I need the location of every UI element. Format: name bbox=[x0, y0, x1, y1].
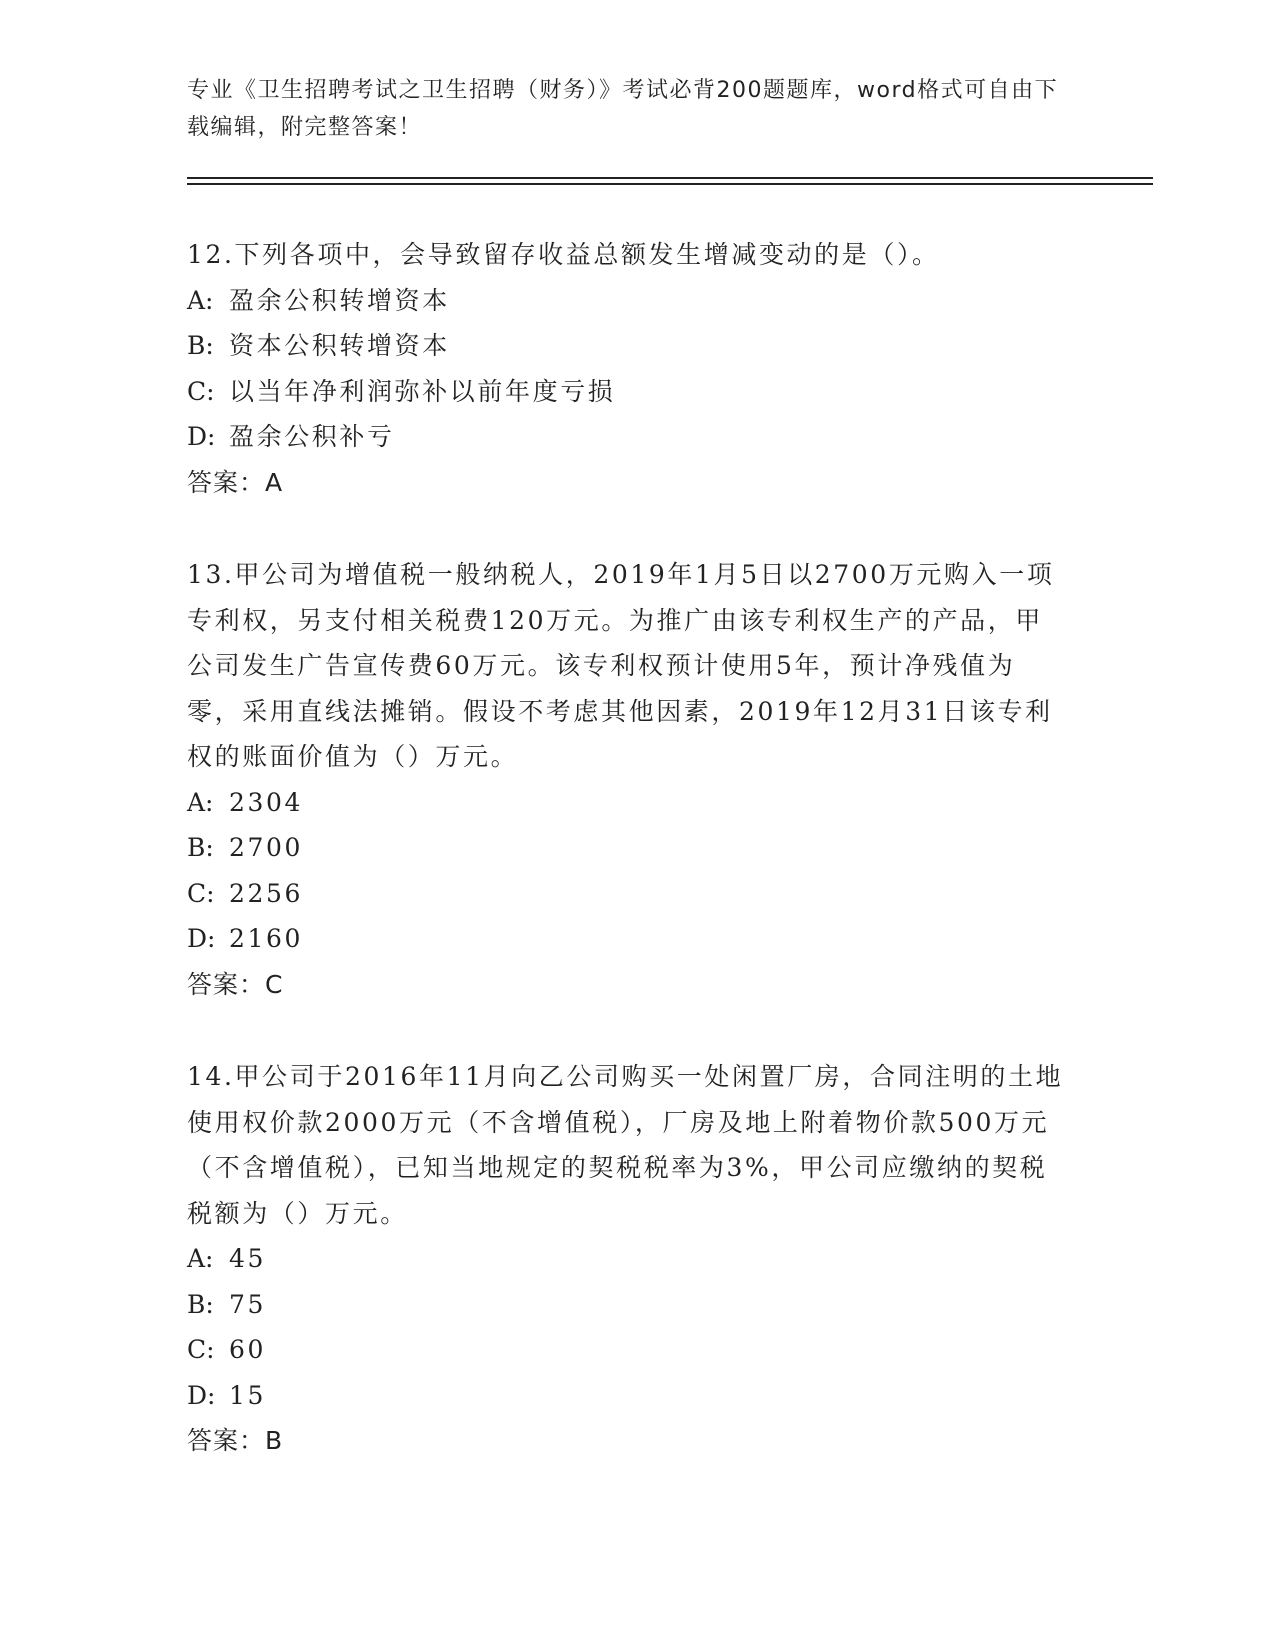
option-b bbox=[187, 323, 1067, 369]
option-key: A: bbox=[187, 787, 214, 817]
question-13 bbox=[187, 552, 1067, 1007]
answer-line: 答案：C bbox=[187, 969, 284, 999]
question-stem: 14.甲公司于2016年11月向乙公司购买一处闲置厂房，合同注明的土地使用权价款2000万元（不含增值税），厂房及地上附着物价款500万元（不含增值税），已知当地规定的契税税率为3%，甲公司应缴纳的契税税额为（）万元。 bbox=[187, 1062, 1064, 1228]
option-text: 2256 bbox=[229, 878, 304, 908]
answer-line: 答案：A bbox=[187, 467, 284, 497]
question-12 bbox=[187, 232, 1067, 505]
option-c bbox=[187, 1327, 1067, 1373]
document-header: 专业《卫生招聘考试之卫生招聘（财务）》考试必背200题题库，word格式可自由下载编辑，附完整答案！ bbox=[187, 78, 1059, 140]
header-divider-bottom bbox=[187, 183, 1153, 185]
option-d bbox=[187, 1373, 1067, 1419]
option-b bbox=[187, 1282, 1067, 1328]
option-a bbox=[187, 780, 1067, 826]
option-text: 15 bbox=[229, 1380, 267, 1410]
question-stem: 12.下列各项中，会导致留存收益总额发生增减变动的是（）。 bbox=[187, 240, 940, 269]
option-key: D: bbox=[187, 422, 216, 451]
option-text: 45 bbox=[229, 1244, 267, 1273]
option-b bbox=[187, 825, 1067, 871]
option-text: 75 bbox=[229, 1289, 267, 1319]
option-text: 2160 bbox=[229, 924, 304, 953]
option-key: B: bbox=[187, 833, 214, 862]
option-d bbox=[187, 414, 1067, 460]
option-text: 盈余公积补亏 bbox=[229, 422, 395, 451]
option-c bbox=[187, 871, 1067, 917]
question-14 bbox=[187, 1054, 1067, 1464]
option-d bbox=[187, 916, 1067, 962]
option-key: B: bbox=[187, 1289, 214, 1319]
option-text: 资本公积转增资本 bbox=[229, 331, 450, 360]
option-text: 以当年净利润弥补以前年度亏损 bbox=[229, 376, 616, 406]
option-c bbox=[187, 369, 1067, 415]
option-text: 2700 bbox=[229, 833, 304, 862]
option-key: D: bbox=[187, 924, 216, 953]
option-a bbox=[187, 1236, 1067, 1282]
option-text: 盈余公积转增资本 bbox=[229, 285, 450, 315]
option-key: C: bbox=[187, 1335, 215, 1364]
option-key: C: bbox=[187, 376, 215, 406]
option-a bbox=[187, 278, 1067, 324]
option-text: 60 bbox=[229, 1335, 267, 1364]
option-key: B: bbox=[187, 331, 214, 360]
question-stem: 13.甲公司为增值税一般纳税人，2019年1月5日以2700万元购入一项专利权，另支付相关税费120万元。为推广由该专利权生产的产品，甲公司发生广告宣传费60万元。该专利权预计使用5年，预计净残值为零，采用直线法摊销。假设不考虑其他因素，2019年12月31日该专利权的账面价值为（）万元。 bbox=[187, 560, 1055, 771]
option-key: A: bbox=[187, 1244, 214, 1273]
answer-line: 答案：B bbox=[187, 1426, 284, 1455]
option-text: 2304 bbox=[229, 787, 304, 817]
header-divider-top bbox=[187, 177, 1153, 179]
option-key: C: bbox=[187, 878, 215, 908]
option-key: D: bbox=[187, 1380, 216, 1410]
option-key: A: bbox=[187, 285, 214, 315]
